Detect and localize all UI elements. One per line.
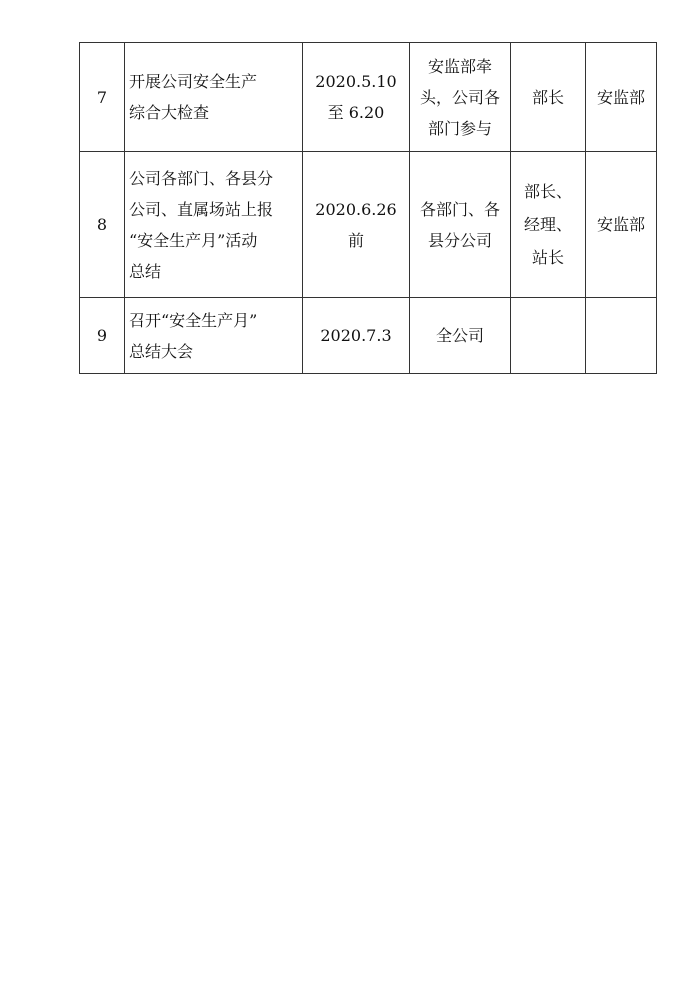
task-line: “安全生产月”活动 [129, 230, 258, 250]
participant-cell [410, 152, 511, 298]
responsible-dept-line: 安监部 [596, 215, 645, 234]
responsible-person-cell [511, 298, 586, 374]
responsible-person-cell [511, 43, 586, 152]
task-line: 总结大会 [129, 341, 194, 361]
time-line: 至 6.20 [327, 103, 385, 122]
participant-line: 全公司 [435, 326, 484, 345]
table-row [80, 43, 657, 152]
row-number: 7 [96, 87, 108, 107]
task-line: 召开“安全生产月” [129, 310, 258, 330]
responsible-person-line: 站长 [531, 248, 564, 267]
row-number-cell [80, 298, 125, 374]
row-number: 8 [96, 215, 108, 234]
responsible-dept-cell [586, 43, 657, 152]
participant-cell [410, 43, 511, 152]
participant-line: 部门参与 [427, 118, 492, 138]
time-cell [303, 43, 410, 152]
task-cell [125, 298, 303, 374]
table-row [80, 298, 657, 374]
responsible-person-line: 部长、 [523, 182, 572, 201]
participant-line: 各部门、各 [419, 199, 500, 219]
responsible-dept-cell [586, 298, 657, 374]
participant-line: 县分公司 [427, 230, 492, 250]
responsible-person-line: 部长 [531, 87, 564, 107]
responsible-person-cell [511, 152, 586, 298]
task-cell [125, 152, 303, 298]
time-cell [303, 298, 410, 374]
time-line: 2020.6.26 [315, 199, 397, 219]
task-line: 综合大检查 [129, 103, 210, 122]
task-line: 公司各部门、各县分 [129, 168, 274, 188]
row-number-cell [80, 43, 125, 152]
task-cell [125, 43, 303, 152]
task-line: 总结 [129, 261, 162, 281]
responsible-dept-line: 安监部 [596, 87, 645, 107]
table-row [80, 152, 657, 298]
participant-cell [410, 298, 511, 374]
activity-plan-table [79, 42, 657, 374]
time-line: 前 [347, 230, 364, 250]
time-cell [303, 152, 410, 298]
participant-line: 安监部牵 [427, 56, 492, 76]
time-line: 2020.5.10 [315, 72, 397, 91]
row-number-cell [80, 152, 125, 298]
responsible-dept-cell [586, 152, 657, 298]
time-line: 2020.7.3 [320, 326, 392, 345]
responsible-person-line: 经理、 [523, 215, 572, 234]
row-number: 9 [96, 326, 108, 345]
participant-line: 头，公司各 [419, 87, 500, 107]
task-line: 开展公司安全生产 [129, 72, 258, 91]
task-line: 公司、直属场站上报 [129, 199, 274, 219]
